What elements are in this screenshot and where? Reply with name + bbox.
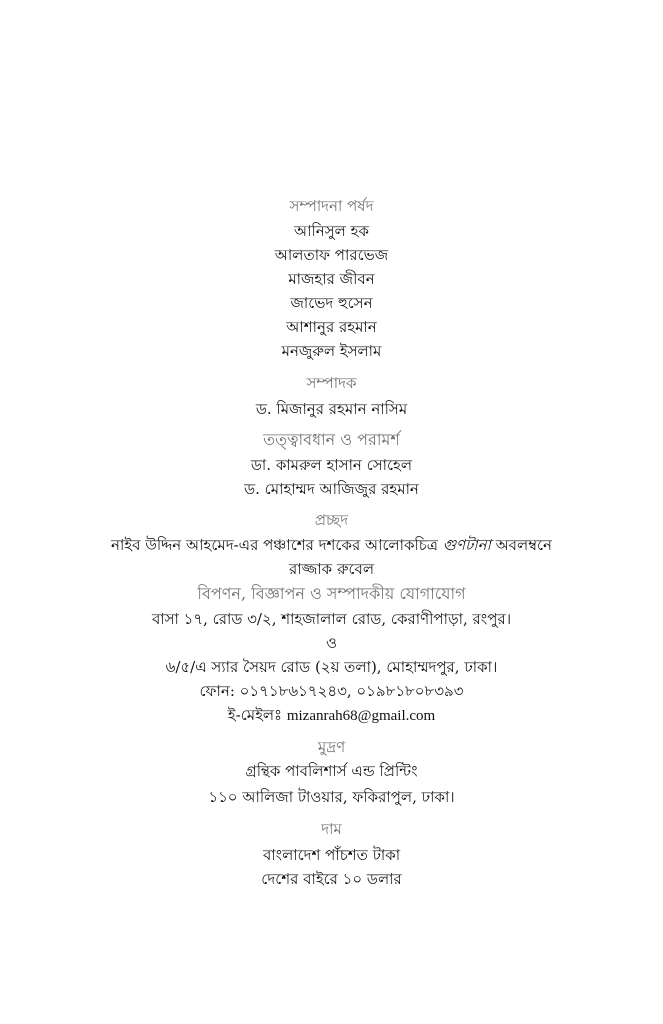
cover-description: [0, 538, 663, 553]
cover-description-suffix: অবলম্বনে: [490, 536, 553, 554]
cover-heading: প্রচ্ছদ: [314, 511, 349, 529]
editorial-board-member: আনিসুল হক: [294, 222, 369, 240]
editorial-board-member: জাভেদ হুসেন: [290, 294, 373, 312]
price-domestic: বাংলাদেশ পাঁচশত টাকা: [262, 846, 401, 864]
supervision-heading: তত্ত্বাবধান ও পরামর্শ: [263, 430, 400, 449]
editorial-board-member: মাজহার জীবন: [288, 270, 375, 288]
cover-photo-title: গুণটানা: [442, 536, 491, 554]
contact-heading: বিপণন, বিজ্ঞাপন ও সম্পাদকীয় যোগাযোগ: [197, 584, 466, 603]
price-heading: দাম: [321, 820, 342, 838]
editorial-board-member: আলতাফ পারভেজ: [274, 246, 389, 264]
editor-heading: সম্পাদক: [306, 374, 357, 392]
contact-email-line: [0, 708, 663, 724]
contact-conjunction: ও: [325, 634, 338, 652]
printer-address: ১১০ আলিজা টাওয়ার, ফকিরাপুল, ঢাকা।: [208, 788, 455, 806]
editor-name: ড. মিজানুর রহমান নাসিম: [255, 400, 408, 418]
email-label: ই-মেইলঃ: [227, 706, 287, 724]
email-address: mizanrah68@gmail.com: [286, 708, 436, 724]
editorial-board-heading: সম্পাদনা পর্ষদ: [289, 197, 374, 215]
editorial-board-member: মনজুরুল ইসলাম: [281, 342, 382, 360]
supervision-name: ডা. কামরুল হাসান সোহেল: [250, 456, 413, 474]
editorial-board-member: আশানুর রহমান: [286, 318, 377, 336]
contact-address-1: বাসা ১৭, রোড ৩/২, শাহজালাল রোড, কেরাণীপাড়া, রংপুর।: [151, 610, 512, 628]
printer-name: গ্রন্থিক পাবলিশার্স এন্ড প্রিন্টিং: [245, 762, 418, 780]
cover-description-prefix: নাইব উদ্দিন আহমেদ-এর পঞ্চাশের দশকের আলোকচিত্র: [110, 536, 443, 554]
cover-artist: রাজ্জাক রুবেল: [288, 560, 374, 578]
price-abroad: দেশের বাইরে ১০ ডলার: [261, 870, 402, 888]
supervision-name: ড. মোহাম্মদ আজিজুর রহমান: [244, 480, 419, 498]
contact-address-2: ৬/৫/এ স্যার সৈয়দ রোড (২য় তলা), মোহাম্মদপুর, ঢাকা।: [165, 658, 498, 676]
printing-heading: মুদ্রণ: [317, 738, 346, 756]
contact-phone: ফোন: ০১৭১৮৬১৭২৪৩, ০১৯৮১৮০৮৩৯৩: [199, 682, 464, 700]
